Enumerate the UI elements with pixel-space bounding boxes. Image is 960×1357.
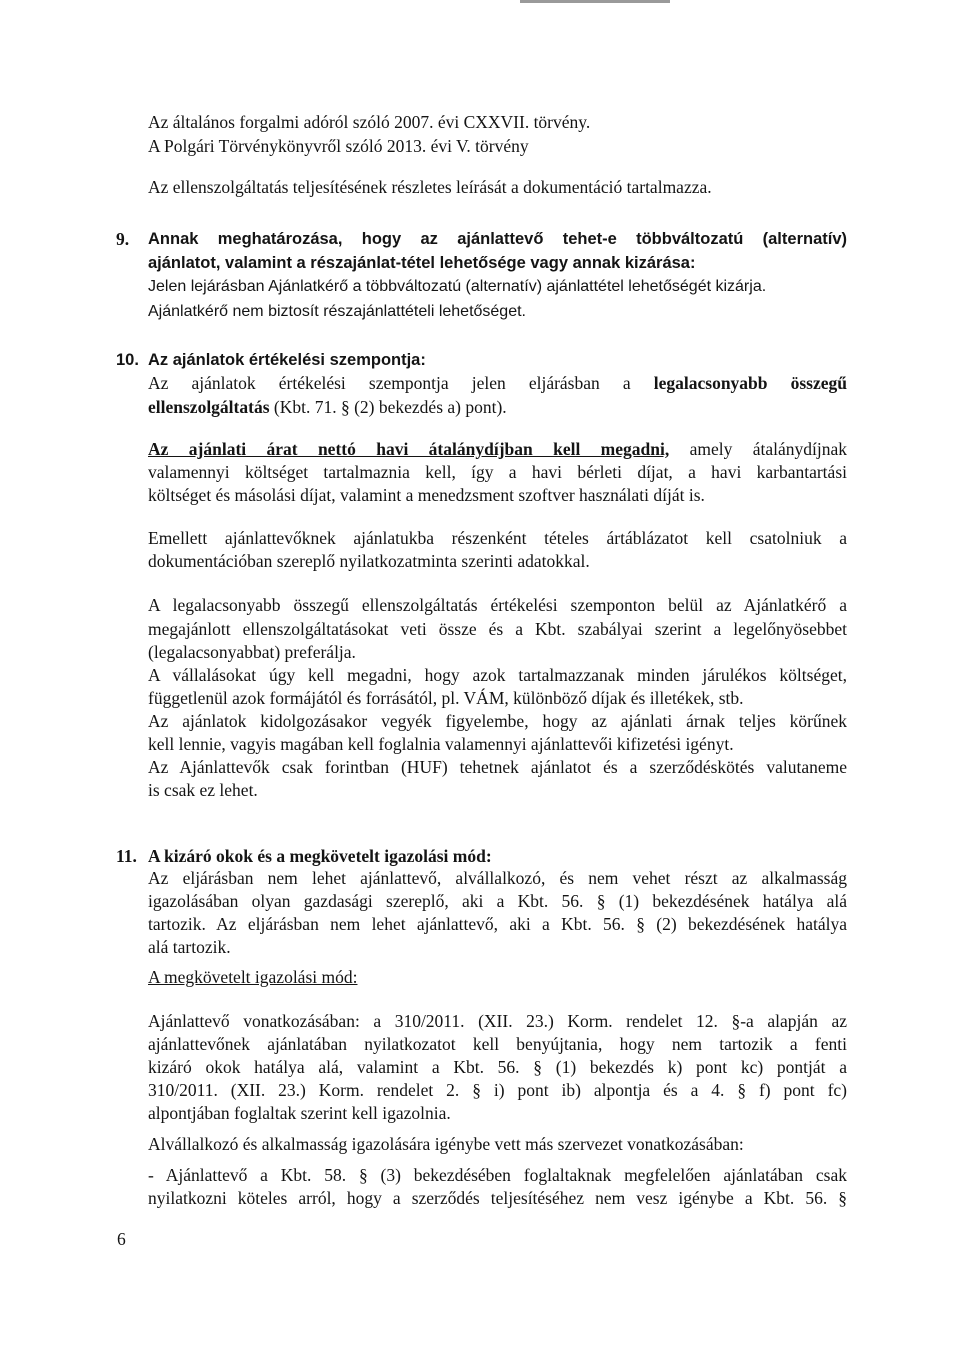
- evaluation-criterion-line2: [148, 396, 507, 418]
- comparison-paragraph-line2: megajánlott ellenszolgáltatásokat veti össze és a Kbt. szabályai szerint a legelőnyösebbet: [148, 619, 847, 639]
- currency-paragraph-line1: Az Ajánlattevők csak forintban (HUF) tehetnek ajánlatot és a szerződéskötés valutaneme: [148, 757, 847, 777]
- legal-reference: (Kbt. 71. § (2) bekezdés a) pont).: [273, 397, 507, 417]
- section-10-number: 10.: [116, 351, 139, 369]
- law-reference-vat: Az általános forgalmi adóról szóló 2007. évi CXXVII. törvény.: [148, 112, 591, 132]
- section-10-title: Az ajánlatok értékelési szempontja:: [148, 351, 426, 369]
- section-11-number: 11.: [116, 846, 137, 866]
- pricing-paragraph-line1: [148, 438, 847, 460]
- bidder-verification-line4: 310/2011. (XII. 23.) Korm. rendelet 2. § i) pont ib) alpontja és a 4. § f) pont fc): [148, 1080, 847, 1100]
- full-price-paragraph-line1: Az ajánlatok kidolgozásakor vegyék figyelembe, hogy az ajánlati árnak teljes körűnek: [148, 711, 847, 731]
- subcontractor-paragraph-line2: nyilatkozni köteles arról, hogy a szerződés teljesítéséhez nem vesz igénybe a Kbt. 56. §: [148, 1188, 847, 1208]
- exclusion-paragraph-line1: Az eljárásban nem lehet ajánlattevő, alvállalkozó, és nem vehet részt az alkalmasság: [148, 868, 847, 888]
- section-9-alternative-offer: Jelen lejárásban Ajánlatkérő a többváltozatú (alternatív) ajánlattétel lehetőségét kizárja.: [148, 278, 767, 295]
- pricing-paragraph-line2: valamennyi költséget tartalmaznia kell, így a havi bérleti díjat, a havi karbantartási: [148, 462, 847, 482]
- comparison-paragraph-line1: A legalacsonyabb összegű ellenszolgáltatás értékelési szemponton belül az Ajánlatkérő a: [148, 595, 847, 615]
- price-table-paragraph-line1: Emellett ajánlattevőknek ajánlatukba részenként tételes ártáblázatot kell csatolniuk a: [148, 528, 847, 548]
- costs-paragraph-line1: A vállalásokat úgy kell megadni, hogy azok tartalmazzanak minden járulékos költséget,: [148, 665, 847, 685]
- performance-description-note: Az ellenszolgáltatás teljesítésének részletes leírását a dokumentáció tartalmazza.: [148, 177, 712, 197]
- section-9-number: 9.: [116, 229, 130, 249]
- section-9-partial-offer: Ajánlatkérő nem biztosít részajánlattételi lehetőséget.: [148, 303, 526, 320]
- bidder-verification-line5: alpontjában foglaltak szerint kell igazolnia.: [148, 1103, 451, 1123]
- bidder-verification-line2: ajánlattevőnek ajánlatában nyilatkozatot kell benyújtania, hogy nem tartozik a fenti: [148, 1034, 847, 1054]
- comparison-paragraph-line3: (legalacsonyabbat) preferálja.: [148, 642, 356, 662]
- pricing-paragraph-line3: költséget és másolási díjat, valamint a menedzsment szoftver használati díját is.: [148, 485, 705, 505]
- section-9-title-line2: ajánlatot, valamint a részajánlat-tétel lehetősége vagy annak kizárása:: [148, 254, 696, 272]
- verification-method-subheading: A megkövetelt igazolási mód:: [148, 967, 358, 987]
- exclusion-paragraph-line3: tartozik. Az eljárásban nem lehet ajánlattevő, aki a Kbt. 56. § (2) bekezdésének hatálya: [148, 914, 847, 934]
- costs-paragraph-line2: függetlenül azok formájától és forrásától, pl. VÁM, különböző díjak és illetékek, stb.: [148, 688, 744, 708]
- net-monthly-fee-statement: Az ajánlati árat nettó havi átalánydíjban kell megadni,: [148, 439, 670, 459]
- price-table-paragraph-line2: dokumentációban szereplő nyilatkozatminta szerinti adatokkal.: [148, 551, 590, 571]
- exclusion-paragraph-line4: alá tartozik.: [148, 937, 231, 957]
- subcontractor-paragraph-line1: - Ajánlattevő a Kbt. 58. § (3) bekezdésében foglaltaknak megfelelően ajánlatában csak: [148, 1165, 847, 1185]
- consideration-label: ellenszolgáltatás: [148, 397, 270, 417]
- currency-paragraph-line2: is csak ez lehet.: [148, 780, 258, 800]
- lowest-price-label: legalacsonyabb összegű: [653, 373, 848, 393]
- section-9-title-line1: Annak meghatározása, hogy az ajánlattevő tehet-e többváltozatú (alternatív): [148, 230, 847, 248]
- full-price-paragraph-line2: kell lennie, vagyis magában kell foglalnia valamennyi ajánlattevői kifizetési igényt.: [148, 734, 734, 754]
- pricing-paragraph-rest: amely átalánydíjnak: [689, 439, 847, 459]
- section-11-title: A kizáró okok és a megkövetelt igazolási mód:: [148, 846, 492, 866]
- bidder-verification-line1: Ajánlattevő vonatkozásában: a 310/2011. (XII. 23.) Korm. rendelet 12. §-a alapján az: [148, 1011, 847, 1031]
- law-reference-civil-code: A Polgári Törvénykönyvről szóló 2013. évi V. törvény: [148, 136, 529, 156]
- bidder-verification-line3: kizáró okok hatálya alá, valamint a Kbt. 56. § (1) bekezdés k) pont kc) pontját a: [148, 1057, 847, 1077]
- page-number: 6: [117, 1229, 126, 1249]
- evaluation-criterion-line1: [148, 372, 847, 394]
- subcontractor-heading: Alvállalkozó és alkalmasság igazolására igénybe vett más szervezet vonatkozásában:: [148, 1134, 744, 1154]
- scan-edge-line: [520, 0, 670, 3]
- exclusion-paragraph-line2: igazolásában olyan gazdasági szereplő, aki a Kbt. 56. § (1) bekezdésének hatálya alá: [148, 891, 847, 911]
- evaluation-criterion-text: Az ajánlatok értékelési szempontja jelen eljárásban a: [148, 373, 631, 393]
